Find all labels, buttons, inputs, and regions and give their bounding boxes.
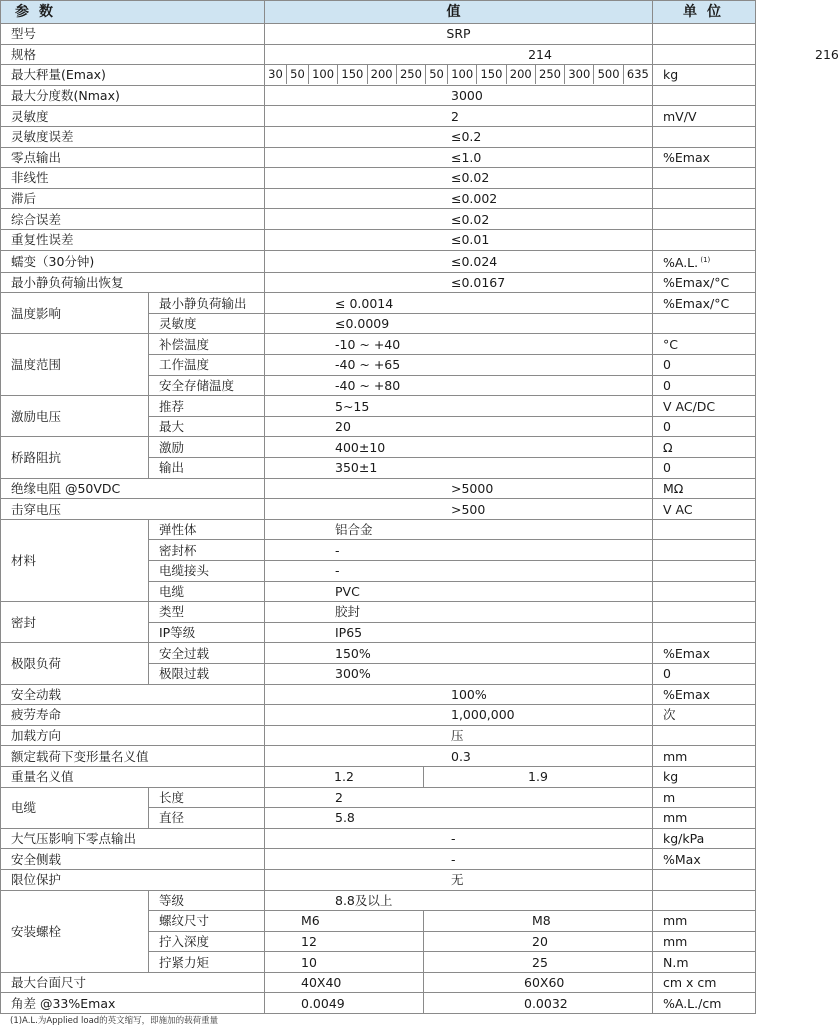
row-label: 疲劳寿命: [1, 705, 265, 726]
sub-label: 工作温度: [149, 355, 265, 376]
row-value: [265, 705, 653, 726]
header-unit: 单位: [653, 1, 756, 24]
row-unit: %Max: [653, 849, 756, 870]
row-unit: mV/V: [653, 106, 756, 127]
row-unit: [653, 540, 756, 561]
row-value: [265, 808, 653, 829]
row-label: 大气压影响下零点输出: [1, 828, 265, 849]
row-value: [265, 746, 653, 767]
sub-label: 弹性体: [149, 519, 265, 540]
row-unit: %Emax: [653, 643, 756, 664]
row-value-text: 350±1: [335, 460, 378, 476]
table-row: [1, 766, 756, 787]
table-row: [1, 229, 756, 250]
row-value: [265, 684, 653, 705]
capacity-cell: 200: [368, 65, 397, 84]
capacity-cell: 30: [265, 65, 287, 84]
row-unit: °C: [653, 334, 756, 355]
capacity-cell: 635: [626, 67, 649, 82]
row-value-text: 5~15: [335, 398, 370, 414]
group-label: 温度范围: [1, 334, 149, 396]
row-value-text: 铝合金: [335, 522, 373, 538]
sub-label: 激励: [149, 437, 265, 458]
sub-label: 最大: [149, 416, 265, 437]
value-216: 20: [424, 931, 653, 952]
value-214: 40X40: [265, 972, 424, 993]
row-value-text: -: [335, 563, 340, 579]
group-label: 激励电压: [1, 396, 149, 437]
row-value-text: ≤0.02: [451, 170, 490, 186]
row-value: [265, 416, 653, 437]
row-value: [265, 581, 653, 602]
row-unit: %Emax/°C: [653, 293, 756, 314]
row-value-text: -: [451, 851, 456, 867]
capacity-cell: 200: [507, 65, 536, 84]
value-214: M6: [265, 911, 424, 932]
row-value-text: -10 ~ +40: [335, 336, 401, 352]
row-label: 滞后: [1, 188, 265, 209]
row-unit: [653, 209, 756, 230]
row-value-text: 300%: [335, 666, 371, 682]
group-label: 温度影响: [1, 293, 149, 334]
row-value-text: -40 ~ +65: [335, 357, 401, 373]
row-unit: 0: [653, 416, 756, 437]
row-value: [265, 209, 653, 230]
row-value: [265, 250, 653, 272]
row-value: [265, 126, 653, 147]
row-value: [265, 458, 653, 479]
row-label: 蠕变（30分钟): [1, 250, 265, 272]
row-label: 非线性: [1, 168, 265, 189]
row-unit: %Emax/°C: [653, 272, 756, 293]
sub-label: 直径: [149, 808, 265, 829]
header-row: [1, 1, 756, 24]
row-value: [265, 828, 653, 849]
table-row: [1, 106, 756, 127]
row-value: SRP: [265, 24, 653, 45]
sub-label: 推荐: [149, 396, 265, 417]
row-unit: kg/kPa: [653, 828, 756, 849]
sub-label: 等级: [149, 890, 265, 911]
sub-label: 补偿温度: [149, 334, 265, 355]
table-row: [1, 869, 756, 890]
group-label: 电缆: [1, 787, 149, 828]
table-row: [1, 168, 756, 189]
sub-label: 密封杯: [149, 540, 265, 561]
row-value: [265, 396, 653, 417]
row-unit: 0: [653, 375, 756, 396]
row-value-text: ≤0.2: [451, 129, 482, 145]
row-unit: [653, 313, 756, 334]
table-row: [1, 147, 756, 168]
spec-models: [265, 45, 839, 64]
row-value: [265, 293, 653, 314]
row-value: [265, 787, 653, 808]
table-row: [1, 499, 756, 520]
capacity-cell: 100: [309, 65, 338, 84]
row-value-text: >500: [451, 501, 486, 517]
row-unit: [653, 168, 756, 189]
table-row: [1, 725, 756, 746]
capacity-cell: 300: [565, 65, 594, 84]
row-unit: [653, 24, 756, 45]
row-value-text: ≤0.02: [451, 211, 490, 227]
row-value: [265, 622, 653, 643]
table-row: [1, 293, 756, 314]
row-value: [265, 355, 653, 376]
row-value: [265, 168, 653, 189]
row-value-text: 胶封: [335, 604, 361, 620]
row-value-text: 压: [451, 728, 464, 744]
row-label: 最大分度数(Nmax): [1, 85, 265, 106]
table-row: [1, 478, 756, 499]
group-label: 材料: [1, 519, 149, 601]
row-unit: %A.L./cm: [653, 993, 756, 1014]
footnote-ref: (1): [698, 255, 711, 264]
table-row: [1, 684, 756, 705]
capacity-cell: 250: [536, 65, 565, 84]
row-label: 重复性误差: [1, 229, 265, 250]
row-label: 综合误差: [1, 209, 265, 230]
row-value-text: IP65: [335, 625, 363, 641]
row-value-text: 2: [335, 789, 343, 805]
row-label: 灵敏度误差: [1, 126, 265, 147]
row-value: [265, 663, 653, 684]
row-capacity: [1, 65, 756, 86]
value-216: 0.0032: [424, 993, 653, 1014]
row-label: 安全动载: [1, 684, 265, 705]
footnote: (1)A.L.为Applied load的英文缩写，即施加的载荷重量: [10, 1016, 219, 1026]
row-value-text: 150%: [335, 645, 371, 661]
group-label: 密封: [1, 602, 149, 643]
sub-label: IP等级: [149, 622, 265, 643]
row-value: [265, 334, 653, 355]
table-row: [1, 746, 756, 767]
row-spec: [1, 44, 756, 65]
row-label: 绝缘电阻 @50VDC: [1, 478, 265, 499]
sub-label: 电缆接头: [149, 561, 265, 582]
table-row: [1, 272, 756, 293]
table-row: [1, 890, 756, 911]
spec-model-214: 214: [528, 46, 552, 62]
row-value: [265, 147, 653, 168]
row-label: 安全侧载: [1, 849, 265, 870]
row-value-text: -: [335, 542, 340, 558]
row-value-text: 20: [335, 419, 351, 435]
table-row: [1, 437, 756, 458]
capacity-cell: 50: [426, 65, 448, 84]
row-unit: Ω: [653, 437, 756, 458]
row-value-text: ≤1.0: [451, 149, 482, 165]
table-row: [1, 126, 756, 147]
spec-model-216: 216: [815, 46, 839, 62]
table-row: [1, 334, 756, 355]
row-unit: 次: [653, 705, 756, 726]
row-value: [265, 229, 653, 250]
row-value: [265, 561, 653, 582]
table-row: [1, 209, 756, 230]
row-value-text: 8.8及以上: [335, 892, 393, 908]
row-label: 加载方向: [1, 725, 265, 746]
table-row: [1, 396, 756, 417]
table-row: [1, 85, 756, 106]
table-row: [1, 643, 756, 664]
capacity-cell: 150: [477, 65, 506, 84]
capacity-cell: 150: [338, 65, 367, 84]
row-unit: [653, 126, 756, 147]
row-value-text: ≤0.01: [451, 232, 490, 248]
row-unit: V AC/DC: [653, 396, 756, 417]
row-value: [265, 869, 653, 890]
table-row: [1, 993, 756, 1014]
capacity-cell: 500: [594, 65, 623, 84]
row-unit: [653, 229, 756, 250]
row-value: [265, 106, 653, 127]
sub-label: 长度: [149, 787, 265, 808]
row-label: 最小静负荷输出恢复: [1, 272, 265, 293]
table-row: [1, 602, 756, 623]
sub-label: 拧紧力矩: [149, 952, 265, 973]
row-value-text: 400±10: [335, 439, 386, 455]
table-row: [1, 972, 756, 993]
row-value-text: 0.3: [451, 748, 471, 764]
sub-label: 安全过载: [149, 643, 265, 664]
table-row: [1, 519, 756, 540]
row-label: 型号: [1, 24, 265, 45]
row-value-text: ≤0.0009: [335, 316, 390, 332]
capacity-cells: [265, 65, 652, 84]
row-value-text: 3000: [451, 88, 483, 104]
row-unit: [653, 85, 756, 106]
row-value-text: PVC: [335, 583, 360, 599]
row-unit: mm: [653, 808, 756, 829]
table-row: [1, 849, 756, 870]
row-value-text: 2: [451, 108, 459, 124]
row-value-text: -40 ~ +80: [335, 377, 401, 393]
row-unit: [653, 519, 756, 540]
row-value-text: >5000: [451, 480, 494, 496]
row-value-text: 100%: [451, 686, 487, 702]
row-unit: m: [653, 787, 756, 808]
capacity-values: [265, 65, 653, 86]
row-value: [265, 375, 653, 396]
row-value: [265, 437, 653, 458]
value-214: 0.0049: [265, 993, 424, 1014]
sub-label: 螺纹尺寸: [149, 911, 265, 932]
row-value-text: ≤ 0.0014: [335, 295, 394, 311]
row-value: [265, 85, 653, 106]
row-label: 角差 @33%Emax: [1, 993, 265, 1014]
row-label: 最大秤量(Emax): [1, 65, 265, 86]
row-unit: V AC: [653, 499, 756, 520]
row-label: 重量名义值: [1, 766, 265, 787]
row-unit: mm: [653, 911, 756, 932]
row-value: [265, 272, 653, 293]
value-214: 10: [265, 952, 424, 973]
row-unit: %A.L. $^{(1)}$: [653, 250, 756, 272]
value-214: 12: [265, 931, 424, 952]
sub-label: 电缆: [149, 581, 265, 602]
row-model: [1, 24, 756, 45]
row-unit: [653, 869, 756, 890]
row-value: [265, 540, 653, 561]
row-label: 规格: [1, 44, 265, 65]
row-unit: [653, 561, 756, 582]
row-unit: cm x cm: [653, 972, 756, 993]
table-row: [1, 188, 756, 209]
row-value-text: -: [451, 831, 456, 847]
row-value: [265, 499, 653, 520]
row-unit: [653, 622, 756, 643]
row-value-text: ≤0.002: [451, 191, 498, 207]
row-value-text: 无: [451, 872, 464, 888]
value-214: 1.2: [265, 766, 424, 787]
row-label: 额定载荷下变形量名义值: [1, 746, 265, 767]
group-label: 安装螺栓: [1, 890, 149, 972]
sub-label: 最小静负荷输出: [149, 293, 265, 314]
table-row: [1, 250, 756, 272]
row-unit: %Emax: [653, 147, 756, 168]
capacity-cell: 250: [397, 65, 426, 84]
table-row: [1, 787, 756, 808]
row-value-text: ≤0.024: [451, 253, 498, 269]
row-unit: [653, 44, 756, 65]
row-value-text: 5.8: [335, 810, 355, 826]
row-label: 限位保护: [1, 869, 265, 890]
row-unit: mm: [653, 931, 756, 952]
capacity-cell: 50: [287, 65, 309, 84]
value-216: 25: [424, 952, 653, 973]
row-unit: [653, 725, 756, 746]
header-value: 值: [265, 1, 653, 24]
header-param: 参数: [1, 1, 265, 24]
row-unit: [653, 890, 756, 911]
row-value: [265, 643, 653, 664]
row-unit: kg: [653, 766, 756, 787]
capacity-cell: 100: [448, 65, 477, 84]
sub-label: 极限过载: [149, 663, 265, 684]
table-row: [1, 828, 756, 849]
row-unit: N.m: [653, 952, 756, 973]
row-unit: %Emax: [653, 684, 756, 705]
value-216: M8: [424, 911, 653, 932]
row-label: 零点输出: [1, 147, 265, 168]
row-unit: [653, 188, 756, 209]
row-value-text: 1,000,000: [451, 707, 515, 723]
row-unit: [653, 602, 756, 623]
sub-label: 类型: [149, 602, 265, 623]
group-label: 极限负荷: [1, 643, 149, 684]
row-value: [265, 313, 653, 334]
row-label: 最大台面尺寸: [1, 972, 265, 993]
sub-label: 输出: [149, 458, 265, 479]
row-unit: [653, 581, 756, 602]
row-label: 击穿电压: [1, 499, 265, 520]
row-unit: 0: [653, 355, 756, 376]
row-value: [265, 890, 653, 911]
sub-label: 安全存储温度: [149, 375, 265, 396]
row-value: [265, 44, 839, 65]
row-unit: 0: [653, 663, 756, 684]
value-216: 1.9: [424, 766, 653, 787]
sub-label: 拧入深度: [149, 931, 265, 952]
sub-label: 灵敏度: [149, 313, 265, 334]
table-row: [1, 705, 756, 726]
row-value: [265, 725, 653, 746]
row-value: [265, 478, 653, 499]
row-unit: 0: [653, 458, 756, 479]
row-unit: kg: [653, 65, 756, 86]
row-label: 灵敏度: [1, 106, 265, 127]
row-value-text: ≤0.0167: [451, 274, 506, 290]
row-value: [265, 602, 653, 623]
row-unit: mm: [653, 746, 756, 767]
row-value: [265, 519, 653, 540]
value-216: 60X60: [424, 972, 653, 993]
group-label: 桥路阻抗: [1, 437, 149, 478]
row-value: [265, 188, 653, 209]
row-value: [265, 849, 653, 870]
row-unit: MΩ: [653, 478, 756, 499]
